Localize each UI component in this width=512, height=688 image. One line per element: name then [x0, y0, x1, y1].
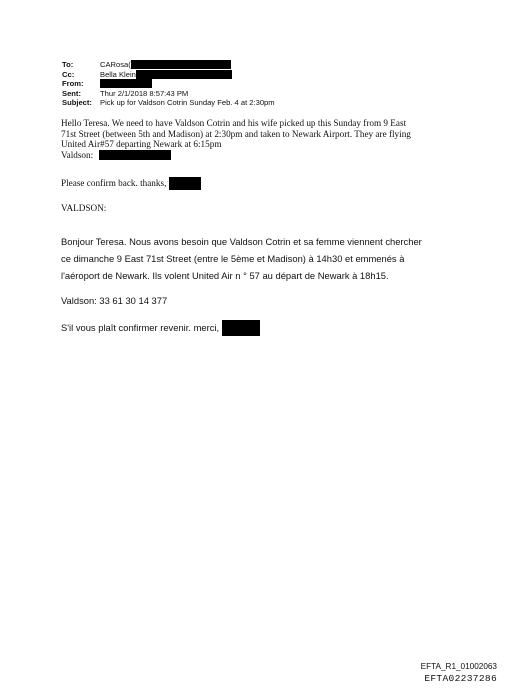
bates-number: EFTA02237286	[424, 673, 497, 684]
subject-value: Pick up for Valdson Cotrin Sunday Feb. 4 at 2:30pm	[100, 98, 275, 108]
english-confirm-line	[61, 176, 201, 190]
sent-row	[62, 89, 275, 99]
valdson-label: Valdson:	[61, 149, 94, 160]
signature-line: VALDSON:	[61, 203, 107, 213]
english-line-3: United Air#57 departing Newark at 6:15pm	[61, 139, 222, 150]
redaction-box	[100, 79, 152, 88]
english-confirm-text: Please confirm back. thanks,	[61, 177, 167, 188]
cc-address: Bella Klein	[100, 69, 136, 79]
redaction-box	[222, 320, 260, 336]
french-phone-line: Valdson: 33 61 30 14 377	[61, 295, 168, 306]
french-confirm-text: S'il vous plaît confirmer revenir. merci,	[61, 322, 220, 333]
sent-label: Sent:	[62, 88, 81, 98]
from-value	[100, 79, 152, 88]
redaction-box	[136, 70, 232, 79]
french-line-1: Bonjour Teresa. Nous avons besoin que Valdson Cotrin et sa femme viennent chercher	[61, 236, 422, 247]
english-signature	[61, 203, 106, 214]
redaction-box	[99, 150, 171, 160]
french-phone	[61, 293, 167, 310]
redaction-box	[169, 177, 201, 190]
cc-row	[62, 70, 275, 80]
french-line-3: l'aéroport de Newark. Ils volent United Air n ° 57 au départ de Newark à 18h15.	[61, 269, 389, 281]
document-id: EFTA_R1_01002063	[420, 662, 497, 671]
from-row	[62, 79, 275, 89]
french-line-2: ce dimanche 9 East 71st Street (entre le 5ème et Madison) à 14h30 et emmenés à	[61, 252, 405, 264]
french-confirm	[61, 320, 260, 337]
english-message	[61, 118, 411, 160]
email-header	[62, 60, 275, 108]
cc-value	[100, 70, 232, 80]
to-value	[100, 60, 231, 70]
english-line-4	[61, 150, 411, 161]
french-confirm-line	[61, 320, 260, 337]
english-line-1: Hello Teresa. We need to have Valdson Cotrin and his wife picked up this Sunday from 9 East	[61, 118, 407, 128]
cc-label: Cc:	[62, 69, 75, 79]
subject-row	[62, 98, 275, 108]
to-row	[62, 60, 275, 70]
to-label: To:	[62, 60, 74, 69]
from-label: From:	[62, 79, 84, 89]
redaction-box	[131, 60, 231, 69]
to-address: CARosa(	[100, 60, 131, 69]
subject-label: Subject:	[62, 98, 92, 108]
english-line-2: 71st Street (between 5th and Madison) at 2:30pm and taken to Newark Airport. They are flying	[61, 128, 411, 139]
french-message	[61, 234, 422, 284]
sent-value: Thur 2/1/2018 8:57:43 PM	[100, 88, 189, 98]
english-confirm	[61, 176, 201, 190]
